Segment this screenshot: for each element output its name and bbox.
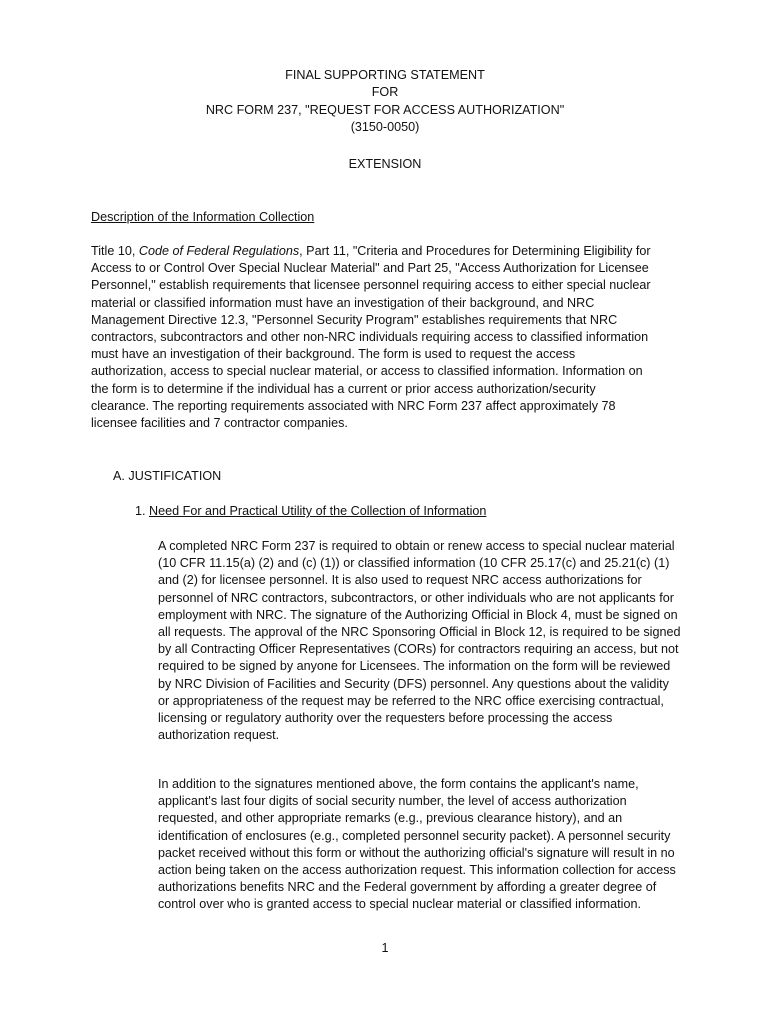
document-title — [0, 67, 770, 136]
description-heading: Description of the Information Collection — [91, 210, 315, 224]
page-number: 1 — [381, 941, 389, 955]
subsection-1-heading — [135, 503, 486, 520]
justification-paragraph-2: In addition to the signatures mentioned above, the form contains the applicant's name, applicant's last four digits of social security number, the level of access authorization requested, and other appropriate remarks (e.g., previous clearance history), and an identification of enclosures (e.g., completed personnel security packet). A personnel security packet received without this form or without the authorizing official's signature will result in no action being taken on the access authorization request. This information collection for access authorizations benefits NRC and the Federal government by affording a greater degree of control over who is granted access to special nuclear material or classified information. — [158, 777, 676, 912]
title-line-4: (3150-0050) — [350, 119, 420, 134]
description-paragraph — [91, 243, 651, 432]
subsection-1-number: 1. — [135, 504, 150, 518]
title-line-2: FOR — [371, 85, 399, 100]
subsection-1-title: Need For and Practical Utility of the Collection of Information — [149, 504, 487, 518]
section-a-heading: A. JUSTIFICATION — [113, 469, 222, 483]
title-line-1: FINAL SUPPORTING STATEMENT — [285, 68, 485, 82]
description-text-start: Title 10, — [91, 244, 139, 258]
extension-label: EXTENSION — [348, 157, 422, 171]
cfr-title-italic: Code of Federal Regulations — [138, 244, 300, 258]
description-text-rest: , Part 11, "Criteria and Procedures for Determining Eligibility for Access to or Control Over Special Nuclear Material" and Part 25, "Access Authorization for Licensee Personnel," establish requirements that licensee personnel requiring access to either special nuclear material or classified information must have an investigation of their background, and NRC Management Directive 12.3, "Personnel Security Program" establishes requirements that NRC contractors, subcontractors and other non-NRC individuals requiring access to classified information must have an investigation of their background. The form is used to request the access authorization, access to special nuclear material, or access to classified information. Information on the form is to determine if the individual has a current or prior access authorization/security clearance. The reporting requirements associated with NRC Form 237 affect approximately 78 licensee facilities and 7 contractor companies. — [91, 244, 651, 431]
justification-paragraph-1: A completed NRC Form 237 is required to obtain or renew access to special nuclear material (10 CFR 11.15(a) (2) and (c) (1)) or classified information (10 CFR 25.17(c) and 25.21(c) (1) and (2) for licensee personnel. It is also used to request NRC access authorizations for personnel of NRC contractors, subcontractors, or other individuals who are not applicants for employment with NRC. The signature of the Authorizing Official in Block 4, must be signed on all requests. The approval of the NRC Sponsoring Official in Block 12, is required to be signed by all Contracting Officer Representatives (CORs) for contractors requiring an access, but not required to be signed by anyone for Licensees. The information on the form will be reviewed by NRC Division of Facilities and Security (DFS) personnel. Any questions about the validity or appropriateness of the request may be referred to the NRC office exercising contractual, licensing or regulatory authority over the requesters before processing the access authorization request. — [158, 539, 681, 743]
title-line-3: NRC FORM 237, "REQUEST FOR ACCESS AUTHORIZATION" — [205, 102, 565, 117]
